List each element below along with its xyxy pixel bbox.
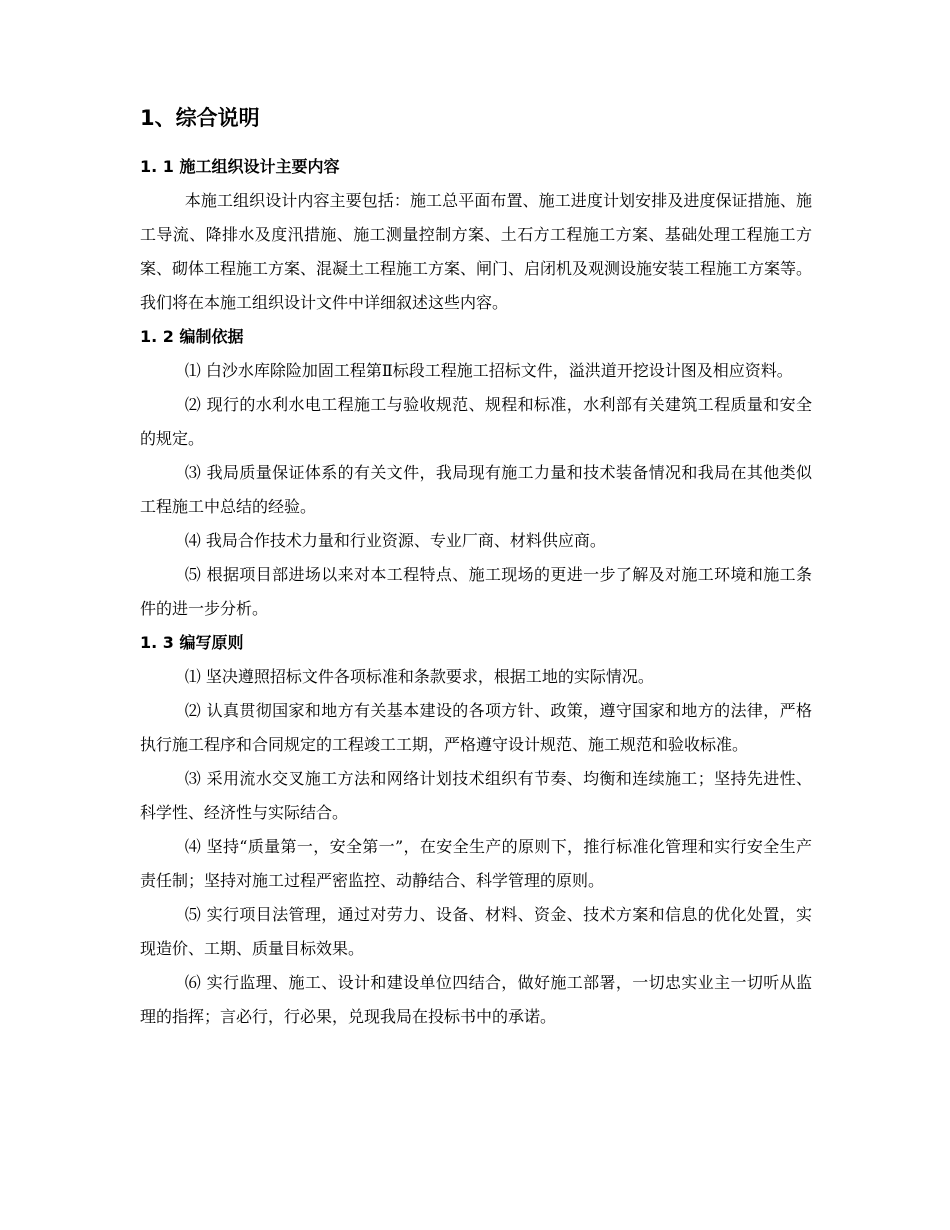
list-item: ⑷ 坚持“质量第一，安全第一”，在安全生产的原则下，推行标准化管理和实行安全生产责任制；坚持对施工过程严密监控、动静结合、科学管理的原则。 xyxy=(140,837,812,890)
section-heading: 1. 3 编写原则 xyxy=(140,633,244,652)
list-item: ⑵ 认真贯彻国家和地方有关基本建设的各项方针、政策，遵守国家和地方的法律，严格执行施工程序和合同规定的工程竣工工期，严格遵守设计规范、施工规范和验收标准。 xyxy=(140,701,812,754)
section-heading: 1. 1 施工组织设计主要内容 xyxy=(140,157,340,176)
section-principles xyxy=(140,626,812,1034)
list-item: ⑴ 坚决遵照招标文件各项标准和条款要求，根据工地的实际情况。 xyxy=(184,667,654,686)
list-item: ⑹ 实行监理、施工、设计和建设单位四结合，做好施工部署，一切忠实业主一切听从监理的指挥；言必行，行必果，兑现我局在投标书中的承诺。 xyxy=(140,973,812,1026)
list-item: ⑵ 现行的水利水电工程施工与验收规范、规程和标准，水利部有关建筑工程质量和安全的规定。 xyxy=(140,395,812,448)
section-heading: 1. 2 编制依据 xyxy=(140,327,244,346)
list-item: ⑸ 实行项目法管理，通过对劳力、设备、材料、资金、技术方案和信息的优化处置，实现造价、工期、质量目标效果。 xyxy=(140,905,812,958)
list-item: ⑴ 白沙水库除险加固工程第Ⅱ标段工程施工招标文件，溢洪道开挖设计图及相应资料。 xyxy=(184,361,793,380)
list-item: ⑶ 我局质量保证体系的有关文件，我局现有施工力量和技术装备情况和我局在其他类似工程施工中总结的经验。 xyxy=(140,463,812,516)
list-item: ⑷ 我局合作技术力量和行业资源、专业厂商、材料供应商。 xyxy=(184,531,606,550)
section-contents xyxy=(140,150,812,320)
list-item: ⑸ 根据项目部进场以来对本工程特点、施工现场的更进一步了解及对施工环境和施工条件的进一步分析。 xyxy=(140,565,812,618)
paragraph: 本施工组织设计内容主要包括：施工总平面布置、施工进度计划安排及进度保证措施、施工导流、降排水及度汛措施、施工测量控制方案、土石方工程施工方案、基础处理工程施工方案、砌体工程施工方案、混凝土工程施工方案、闸门、启闭机及观测设施安装工程施工方案等。我们将在本施工组织设计文件中详细叙述这些内容。 xyxy=(140,191,813,312)
document-title: 1、综合说明 xyxy=(140,106,260,130)
document-page xyxy=(140,100,812,1034)
list-item: ⑶ 采用流水交叉施工方法和网络计划技术组织有节奏、均衡和连续施工；坚持先进性、科学性、经济性与实际结合。 xyxy=(140,769,812,822)
section-basis xyxy=(140,320,812,626)
